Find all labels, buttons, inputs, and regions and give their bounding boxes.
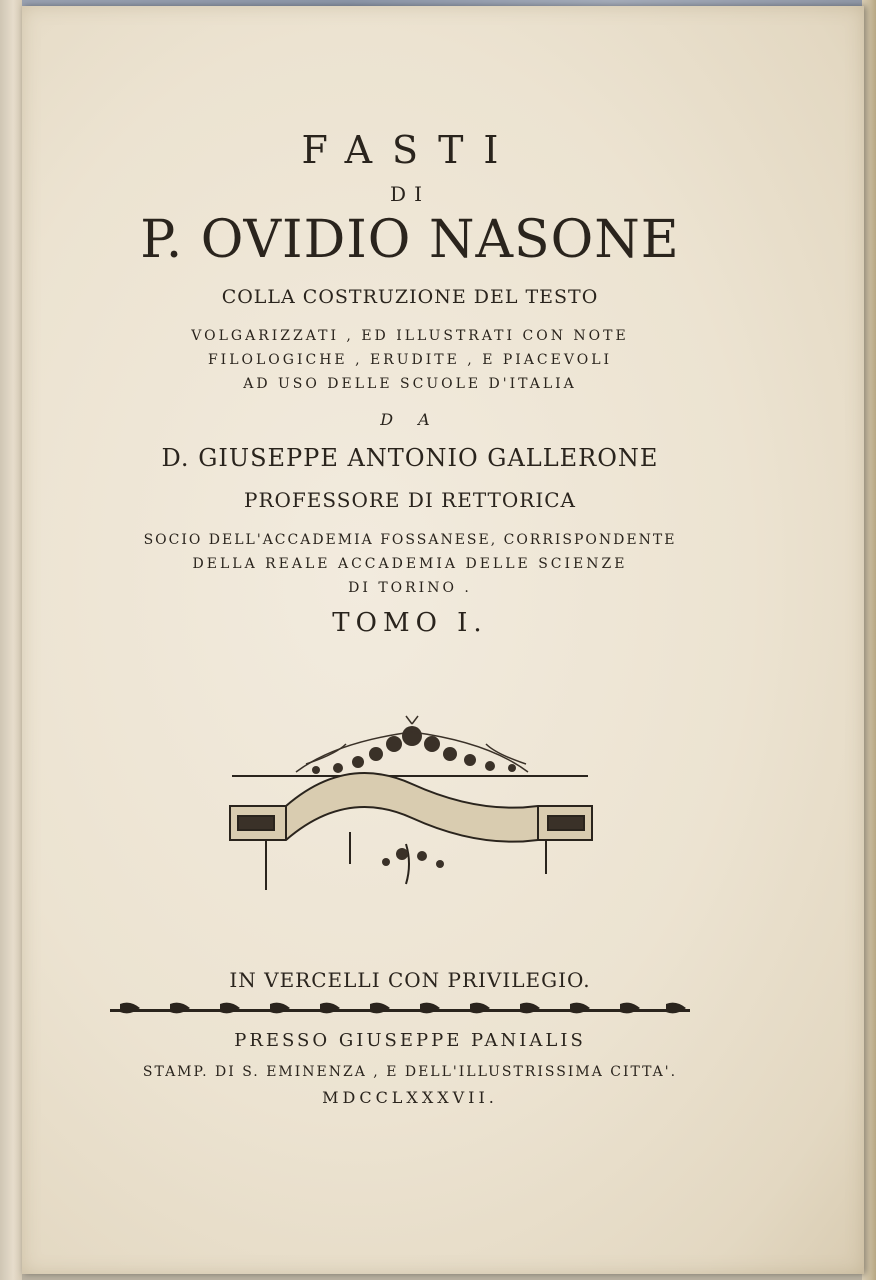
- society-line-1: SOCIO DELL'ACCADEMIA FOSSANESE, CORRISPONDENTE: [143, 532, 677, 548]
- editor-name: D. GIUSEPPE ANTONIO GALLERONE: [161, 444, 659, 472]
- description-line-1: VOLGARIZZATI , ED ILLUSTRATI CON NOTE: [191, 328, 629, 344]
- publication-year: MDCCLXXXVII.: [322, 1088, 498, 1107]
- page-edge-right: [862, 0, 876, 1280]
- printer-name: PRESSO GIUSEPPE PANIALIS: [234, 1030, 586, 1051]
- description-line-2: FILOLOGICHE , ERUDITE , E PIACEVOLI: [207, 352, 613, 368]
- floral-garland-ribbon-icon: [226, 714, 598, 904]
- title-connector: DI: [390, 182, 430, 206]
- by-label: D A: [380, 410, 440, 429]
- society-line-3: DI TORINO .: [348, 580, 472, 596]
- ornamental-border-icon: [110, 1000, 690, 1022]
- volume-number: TOMO I.: [332, 608, 488, 638]
- imprint-place: IN VERCELLI CON PRIVILEGIO.: [229, 968, 591, 992]
- printer-stamp: STAMP. DI S. EMINENZA , E DELL'ILLUSTRISSIMA CITTA'.: [142, 1064, 678, 1080]
- description-line-3: AD USO DELLE SCUOLE D'ITALIA: [243, 376, 577, 392]
- society-line-2: DELLA REALE ACCADEMIA DELLE SCIENZE: [192, 556, 628, 572]
- book-title: FASTI: [301, 128, 519, 172]
- page-edge-left: [0, 0, 22, 1280]
- subtitle: COLLA COSTRUZIONE DEL TESTO: [221, 286, 599, 308]
- editor-title: PROFESSORE DI RETTORICA: [244, 488, 576, 512]
- author-name: P. OVIDIO NASONE: [140, 210, 680, 270]
